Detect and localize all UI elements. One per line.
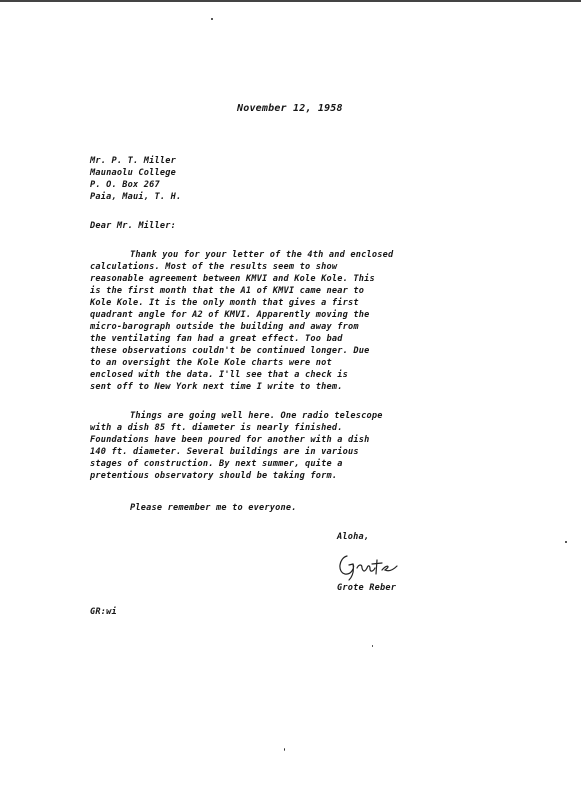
scan-top-edge (0, 0, 581, 2)
para2-line: 140 ft. diameter. Several buildings are in various (90, 447, 359, 457)
handwritten-signature (335, 548, 415, 582)
para1-line: Kole Kole. It is the only month that gives a first (90, 298, 359, 308)
para2-line: Things are going well here. One radio telescope (130, 411, 383, 421)
para1-line: reasonable agreement between KMVI and Kole Kole. This (90, 274, 375, 284)
reference-initials: GR:wi (90, 607, 117, 617)
closing-line: Please remember me to everyone. (130, 503, 297, 513)
scan-speck (565, 541, 567, 543)
para1-line: enclosed with the data. I'll see that a check is (90, 370, 348, 380)
address-line-4: Paia, Maui, T. H. (90, 192, 182, 202)
scan-speck (211, 18, 213, 20)
para2-line: stages of construction. By next summer, quite a (90, 459, 343, 469)
para2-line: Foundations have been poured for another with a dish (90, 435, 370, 445)
para2-line: with a dish 85 ft. diameter is nearly finished. (90, 423, 343, 433)
para1-line: the ventilating fan had a great effect. Too bad (90, 334, 343, 344)
address-line-3: P. O. Box 267 (90, 180, 160, 190)
signer-name: Grote Reber (337, 583, 397, 593)
para1-line: to an oversight the Kole Kole charts were not (90, 358, 332, 368)
valediction: Aloha, (337, 532, 370, 542)
address-line-1: Mr. P. T. Miller (90, 156, 176, 166)
para1-line: quadrant angle for A2 of KMVI. Apparently moving the (90, 310, 370, 320)
address-line-2: Maunaolu College (90, 168, 176, 178)
para1-line: calculations. Most of the results seem to show (90, 262, 338, 272)
para1-line: micro-barograph outside the building and away from (90, 322, 359, 332)
para2-line: pretentious observatory should be taking form. (90, 471, 338, 481)
para1-line: is the first month that the A1 of KMVI came near to (90, 286, 365, 296)
para1-line: sent off to New York next time I write to them. (90, 382, 343, 392)
scan-speck (284, 748, 285, 751)
letter-date: November 12, 1958 (237, 103, 343, 114)
salutation: Dear Mr. Miller: (90, 221, 176, 231)
para1-line: Thank you for your letter of the 4th and enclosed (130, 250, 394, 260)
scan-speck (372, 645, 373, 647)
para1-line: these observations couldn't be continued longer. Due (90, 346, 370, 356)
